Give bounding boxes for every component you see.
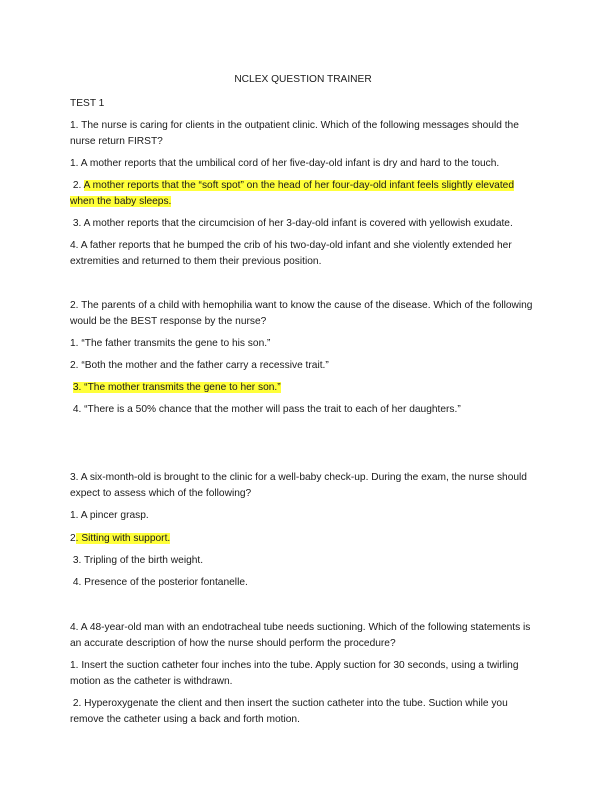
- q1-option-4-line1: 4. A father reports that he bumped the crib of his two-day-old infant and she violently extended her: [70, 240, 512, 251]
- q3-option-1: 1. A pincer grasp.: [70, 510, 149, 521]
- q2-option-4: 4. “There is a 50% chance that the mother will pass the trait to each of her daughters.”: [70, 404, 461, 415]
- q2-option-3: [70, 380, 550, 396]
- document-title: NCLEX QUESTION TRAINER: [234, 74, 372, 85]
- q2-option-3-highlighted: 3. “The mother transmits the gene to her son.”: [72, 382, 281, 393]
- test-label: TEST 1: [70, 98, 105, 109]
- q1-stem-line1: 1. The nurse is caring for clients in the outpatient clinic. Which of the following messages should the: [70, 120, 519, 131]
- q1-stem-line2: nurse return FIRST?: [70, 136, 163, 147]
- q3-stem-line1: 3. A six-month-old is brought to the clinic for a well-baby check-up. During the exam, the nurse should: [70, 472, 527, 483]
- q1-option-2-highlighted-cont: when the baby sleeps.: [70, 196, 172, 207]
- q4-option-1-line2: motion as the catheter is withdrawn.: [70, 676, 233, 687]
- q1-option-4-line2: extremities and returned to them their previous position.: [70, 256, 322, 267]
- q3-stem-line2: expect to assess which of the following?: [70, 488, 252, 499]
- q4-option-2-line2: remove the catheter using a back and forth motion.: [70, 714, 300, 725]
- q1-option-2-prefix: 2.: [70, 180, 84, 191]
- q1-option-2-highlighted: A mother reports that the “soft spot” on the head of her four-day-old infant feels slightly elevated: [83, 180, 514, 191]
- q3-option-3: 3. Tripling of the birth weight.: [70, 555, 204, 566]
- q3-option-4: 4. Presence of the posterior fontanelle.: [70, 577, 248, 588]
- q4-stem-line1: 4. A 48-year-old man with an endotracheal tube needs suctioning. Which of the following statements is: [70, 622, 531, 633]
- q1-option-2-line2: [70, 194, 550, 210]
- q2-option-1: 1. “The father transmits the gene to his son.”: [70, 338, 271, 349]
- q1-option-2-line1: [70, 178, 550, 194]
- q3-option-2-highlighted: . Sitting with support.: [75, 533, 171, 544]
- q3-option-2: [70, 531, 550, 547]
- q4-option-2-line1: 2. Hyperoxygenate the client and then insert the suction catheter into the tube. Suction while you: [70, 698, 508, 709]
- q2-stem-line2: would be the BEST response by the nurse?: [70, 316, 267, 327]
- q4-option-1-line1: 1. Insert the suction catheter four inches into the tube. Apply suction for 30 seconds, using a twirling: [70, 660, 519, 671]
- q3-option-2-prefix: 2: [70, 533, 76, 544]
- q2-stem-line1: 2. The parents of a child with hemophilia want to know the cause of the disease. Which of the following: [70, 300, 533, 311]
- q1-option-3: 3. A mother reports that the circumcision of her 3-day-old infant is covered with yellowish exudate.: [70, 218, 513, 229]
- q1-option-1: 1. A mother reports that the umbilical cord of her five-day-old infant is dry and hard to the touch.: [70, 158, 500, 169]
- q4-stem-line2: an accurate description of how the nurse should perform the procedure?: [70, 638, 396, 649]
- q2-option-2: 2. “Both the mother and the father carry a recessive trait.”: [70, 360, 329, 371]
